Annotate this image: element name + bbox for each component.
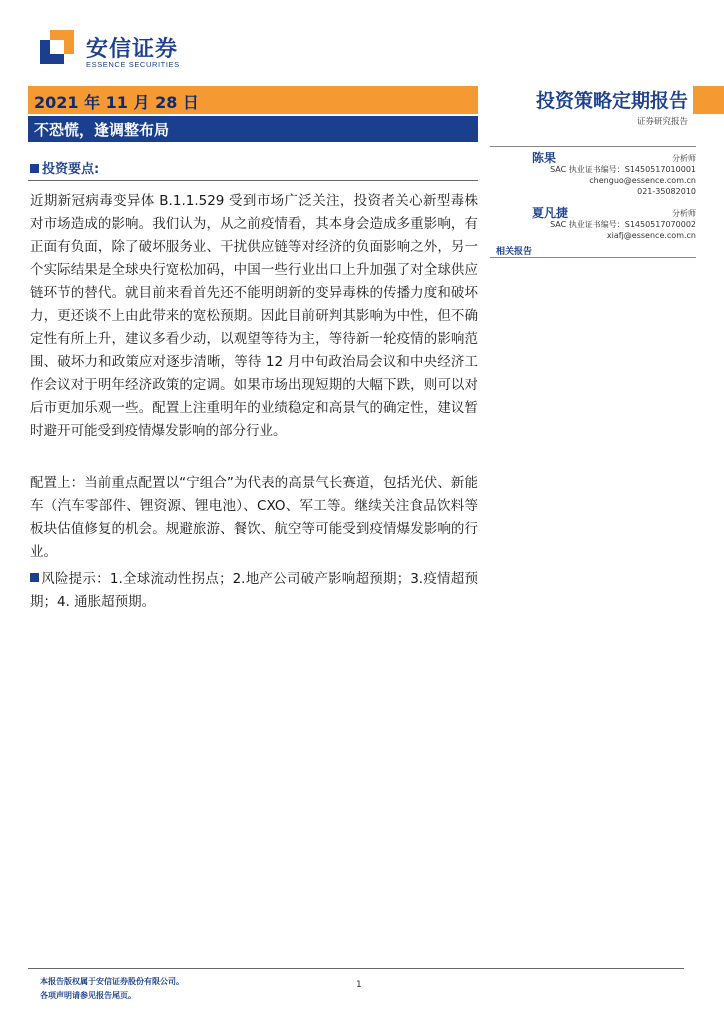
analyst-role: 分析师 [672, 154, 696, 163]
analyst-sac: SAC 执业证书编号：S1450517070002 [550, 220, 696, 229]
analyst-sac: SAC 执业证书编号：S1450517010001 [550, 165, 696, 174]
analyst-name: 夏凡捷 [532, 206, 569, 220]
analyst-phone: 021-35082010 [637, 187, 696, 196]
analyst-email[interactable]: xiafj@essence.com.cn [606, 231, 696, 240]
body-paragraph: 配置上：当前重点配置以“宁组合”为代表的高景气长赛道，包括光伏、新能车（汽车零部件、锂资源、锂电池）、CXO、军工等。继续关注食品饮料等板块估值修复的机会。规避旅游、餐饮、航空等可能受到疫情爆发影响的行业。 [30, 475, 478, 560]
key-points-divider [28, 180, 478, 181]
analyst-email[interactable]: chenguo@essence.com.cn [589, 176, 696, 185]
logo-mark-icon [40, 30, 74, 64]
bullet-square-icon [30, 573, 39, 582]
related-reports-heading: 相关报告 [496, 247, 533, 257]
analyst-name: 陈果 [532, 151, 557, 165]
report-type: 投资策略定期报告 [535, 90, 688, 112]
analyst-card [490, 153, 696, 197]
report-title: 不恐慌，逢调整布局 [34, 121, 170, 139]
sidebar-divider [490, 146, 696, 147]
logo-name-en: ESSENCE SECURITIES [86, 60, 180, 69]
title-bar [28, 116, 478, 142]
risk-text: 风险提示：1.全球流动性拐点；2.地产公司破产影响超预期；3.疫情超预期；4. 通胀超预期。 [30, 571, 478, 610]
company-logo [40, 30, 190, 72]
analyst-card [490, 208, 696, 241]
bullet-square-icon [30, 164, 39, 173]
related-divider [490, 257, 696, 258]
header-accent-block [693, 86, 724, 114]
report-subtitle: 证券研究报告 [636, 117, 688, 127]
analyst-role: 分析师 [672, 209, 696, 218]
footer-divider [28, 968, 684, 969]
footer-copyright: 本报告版权属于安信证券股份有限公司。 [40, 977, 184, 986]
body-paragraph: 近期新冠病毒变异体 B.1.1.529 受到市场广泛关注，投资者关心新型毒株对市场造成的影响。我们认为，从之前疫情看，其本身会造成多重影响，有正面有负面，除了破坏服务业、干扰供应链等对经济的负面影响之外，另一个实际结果是全球央行宽松加码，中国一些行业出口上升加强了对全球供应链环节的替代。就目前来看首先还不能明朗新的变异毒株的传播力度和破坏力，更还谈不上由此带来的宽松预期。因此目前研判其影响为中性，但不确定性有所上升，建议多看少动，以观望等待为主，等待新一轮疫情的影响范围、破坏力和政策应对逐步清晰，等待 12 月中旬政治局会议和中央经济工作会议对于明年经济政策的定调。如果市场出现短期的大幅下跌，则可以对后市更加乐观一些。配置上注重明年的业绩稳定和高景气的确定性，建议暂时避开可能受到疫情爆发影响的部分行业。 [30, 193, 478, 439]
logo-name-cn: 安信证券 [86, 37, 179, 62]
date-bar [28, 86, 478, 114]
key-points-label: 投资要点: [42, 162, 100, 177]
key-points-heading [30, 158, 99, 177]
page-number: 1 [356, 980, 362, 990]
risk-paragraph [30, 568, 478, 614]
report-date: 2021 年 11 月 28 日 [34, 93, 199, 112]
footer-disclaimer: 各项声明请参见报告尾页。 [40, 991, 136, 1000]
